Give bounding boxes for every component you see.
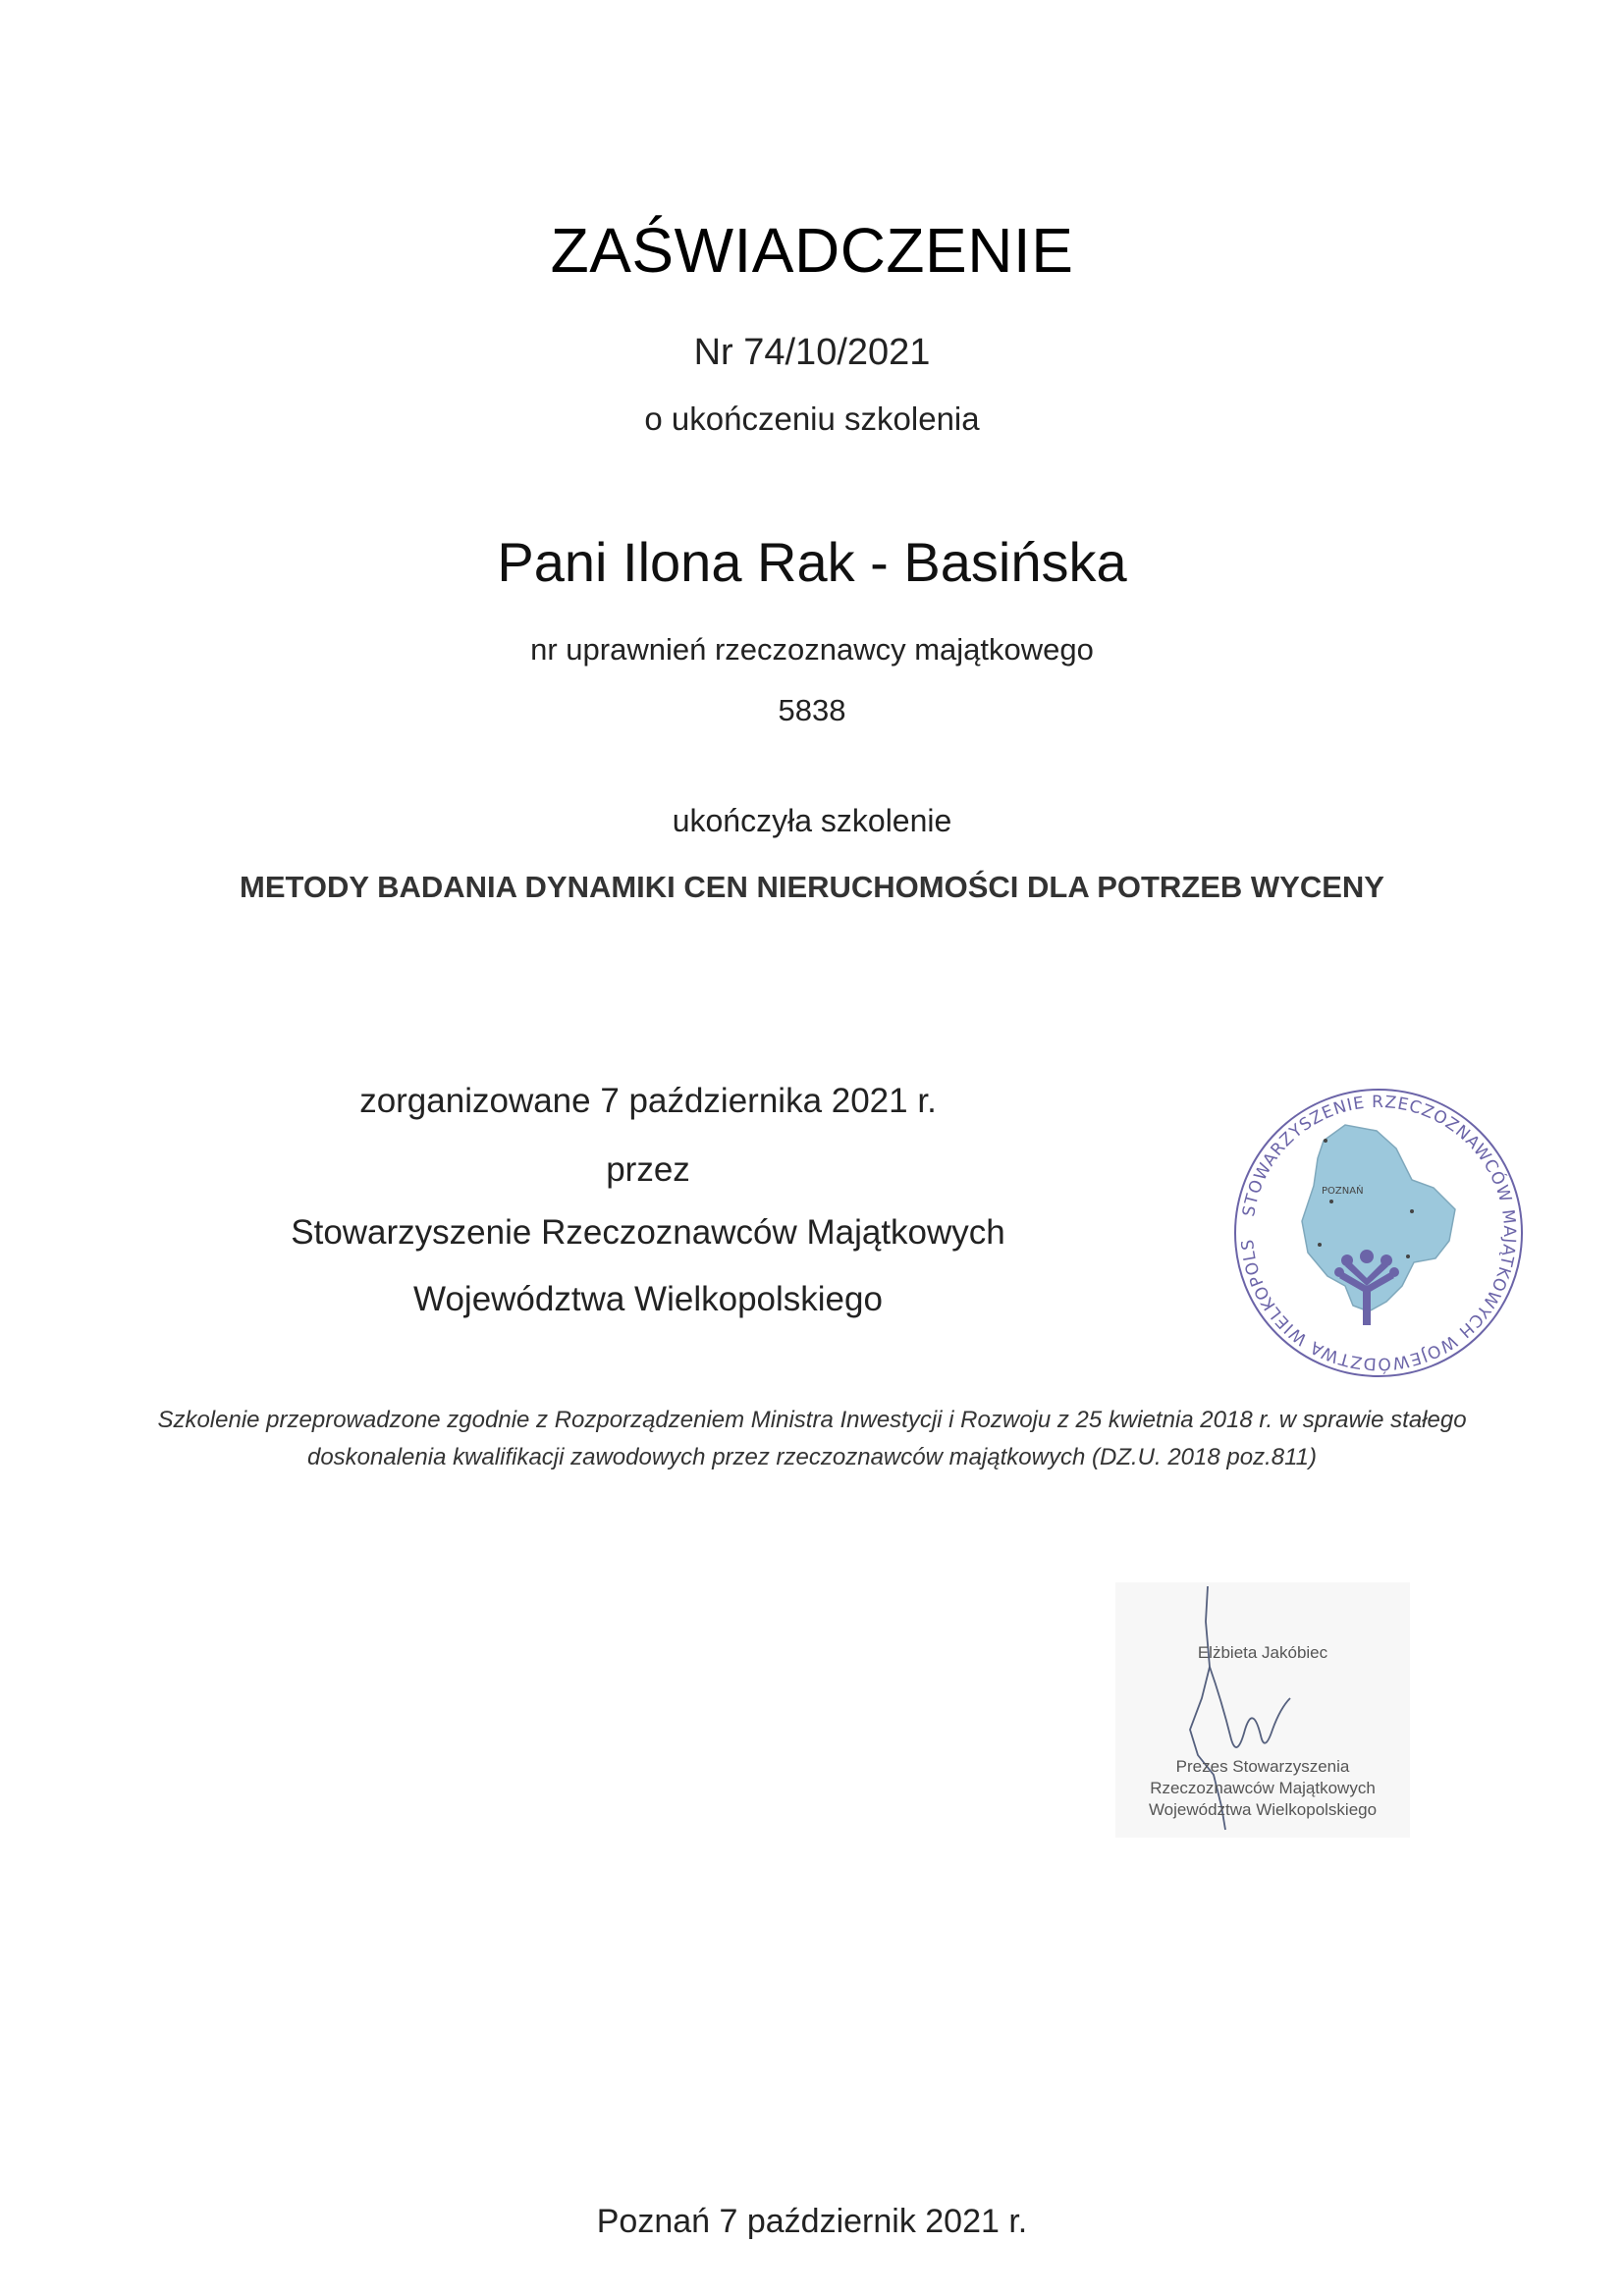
- legal-note-line2: doskonalenia kwalifikacji zawodowych przez rzeczoznawców majątkowych (DZ.U. 2018 poz.811): [306, 1444, 1317, 1470]
- signature-block: [1115, 1582, 1410, 1838]
- signatory-role-line1: Prezes Stowarzyszenia: [1175, 1757, 1350, 1776]
- handwritten-signature: [1115, 1582, 1410, 1838]
- map-city-label: POZNAŃ: [1322, 1186, 1364, 1197]
- signatory-name: Elżbieta Jakóbiec: [1197, 1643, 1328, 1662]
- completed-text: ukończyła szkolenie: [672, 803, 952, 838]
- legal-note: [98, 1402, 1526, 1476]
- association-seal: [1229, 1084, 1528, 1382]
- map-city-dot: [1406, 1255, 1410, 1258]
- certificate-subtitle: o ukończeniu szkolenia: [644, 400, 980, 437]
- map-city-dot: [1324, 1139, 1327, 1143]
- certificate-number: Nr 74/10/2021: [693, 332, 931, 373]
- seal-graphic: [1229, 1084, 1528, 1382]
- certificate-title: ZAŚWIADCZENIE: [550, 215, 1074, 286]
- organized-by-line: przez: [606, 1150, 690, 1189]
- organization-name-line2: Województwa Wielkopolskiego: [413, 1280, 883, 1318]
- organized-date-line: zorganizowane 7 października 2021 r.: [359, 1082, 937, 1120]
- signatory-role-line2: Rzeczoznawców Majątkowych: [1150, 1779, 1376, 1797]
- legal-note-line1: Szkolenie przeprowadzone zgodnie z Rozporządzeniem Ministra Inwestycji i Rozwoju z 25 kwietnia 2018 r. w sprawie stałego: [157, 1407, 1467, 1433]
- seal-ring-text: STOWARZYSZENIE RZECZOZNAWCÓW MAJĄTKOWYCH WOJEWÓDZTWA WIELKOPOLS: [1238, 1092, 1520, 1374]
- map-city-dot: [1410, 1209, 1414, 1213]
- map-city-dot: [1329, 1200, 1333, 1203]
- place-and-date: Poznań 7 październik 2021 r.: [596, 2203, 1028, 2240]
- license-number: 5838: [778, 693, 846, 727]
- recipient-name: Pani Ilona Rak - Basińska: [497, 531, 1127, 593]
- organization-name-line1: Stowarzyszenie Rzeczoznawców Majątkowych: [291, 1213, 1005, 1252]
- map-city-dot: [1318, 1243, 1322, 1247]
- signatory-role-line3: Województwa Wielkopolskiego: [1148, 1800, 1378, 1819]
- course-title: METODY BADANIA DYNAMIKI CEN NIERUCHOMOŚCI DLA POTRZEB WYCENY: [240, 870, 1384, 904]
- license-label: nr uprawnień rzeczoznawcy majątkowego: [530, 632, 1094, 667]
